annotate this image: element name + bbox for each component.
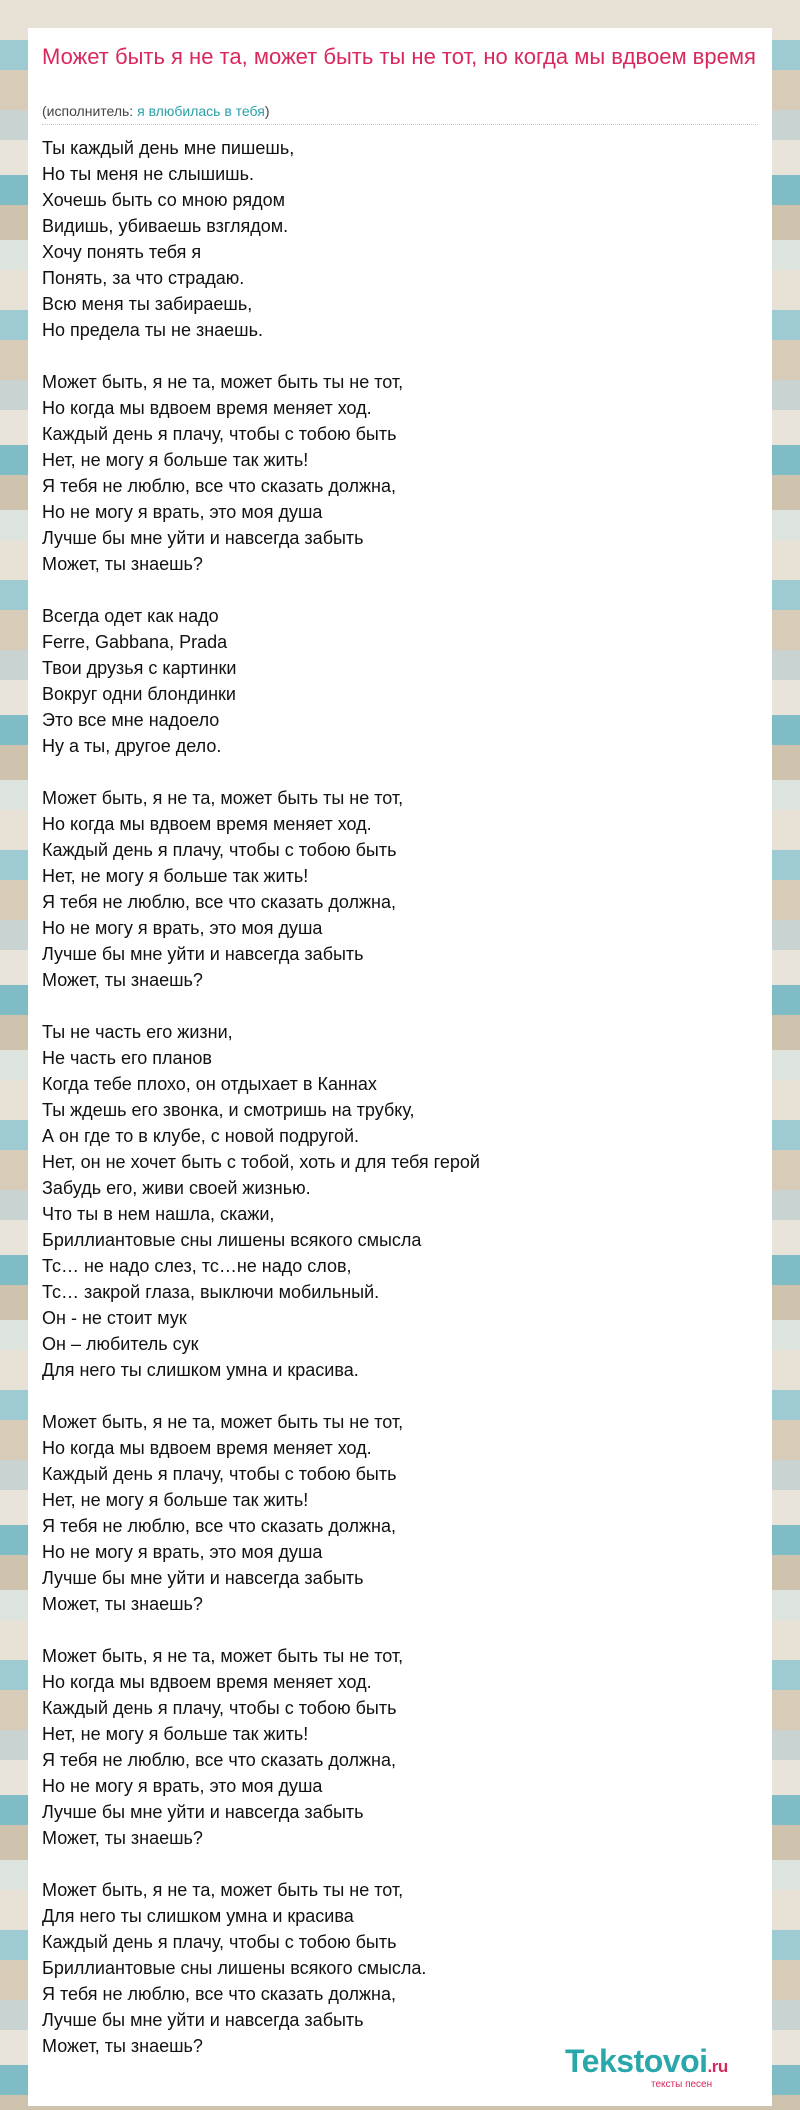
lyrics-body	[42, 135, 758, 2085]
lyric-line: Может быть, я не та, может быть ты не тот,	[42, 788, 404, 808]
lyric-line: Твои друзья с картинки	[42, 658, 237, 678]
lyric-line: Это все мне надоело	[42, 710, 220, 730]
logo-name: Tekstovoi	[565, 2043, 708, 2079]
lyric-line: Для него ты слишком умна и красива	[42, 1906, 354, 1926]
lyric-line: Я тебя не люблю, все что сказать должна,	[42, 1516, 396, 1536]
lyric-line: Я тебя не люблю, все что сказать должна,	[42, 476, 396, 496]
lyric-line: Лучше бы мне уйти и навсегда забыть	[42, 1568, 364, 1588]
lyric-line: Но когда мы вдвоем время меняет ход.	[42, 1438, 372, 1458]
artist-link[interactable]: я влюбилась в тебя	[137, 103, 265, 119]
lyric-line: Он - не стоит мук	[42, 1308, 187, 1328]
lyric-line: Нет, не могу я больше так жить!	[42, 450, 309, 470]
lyric-line: Хочу понять тебя я	[42, 242, 202, 262]
artist-prefix: (исполнитель:	[42, 103, 138, 119]
lyric-line: Хочешь быть со мною рядом	[42, 190, 285, 210]
lyrics-stanza	[42, 369, 758, 577]
lyric-line: Я тебя не люблю, все что сказать должна,	[42, 1750, 396, 1770]
lyrics-stanza	[42, 1019, 758, 1383]
lyric-line: Может, ты знаешь?	[42, 554, 203, 574]
lyrics-stanza	[42, 1877, 758, 2059]
lyric-line: Ты каждый день мне пишешь,	[42, 138, 295, 158]
lyric-line: Но предела ты не знаешь.	[42, 320, 263, 340]
lyric-line: Лучше бы мне уйти и навсегда забыть	[42, 528, 364, 548]
lyric-line: Бриллиантовые сны лишены всякого смысла	[42, 1230, 422, 1250]
lyric-line: Что ты в нем нашла, скажи,	[42, 1204, 275, 1224]
lyric-line: Но не могу я врать, это моя душа	[42, 502, 323, 522]
lyric-line: Каждый день я плачу, чтобы с тобою быть	[42, 840, 397, 860]
lyric-line: Может быть, я не та, может быть ты не тот,	[42, 1646, 404, 1666]
lyric-line: Он – любитель сук	[42, 1334, 199, 1354]
lyric-line: Но когда мы вдвоем время меняет ход.	[42, 814, 372, 834]
artist-line	[42, 102, 270, 120]
lyric-line: Но ты меня не слышишь.	[42, 164, 254, 184]
lyric-line: Может быть, я не та, может быть ты не тот,	[42, 1880, 404, 1900]
lyric-line: Всегда одет как надо	[42, 606, 219, 626]
lyric-line: Ferre, Gabbana, Prada	[42, 632, 228, 652]
lyric-line: Каждый день я плачу, чтобы с тобою быть	[42, 1698, 397, 1718]
lyric-line: Я тебя не люблю, все что сказать должна,	[42, 892, 396, 912]
artist-suffix: )	[264, 103, 270, 119]
lyric-line: Бриллиантовые сны лишены всякого смысла.	[42, 1958, 427, 1978]
lyric-line: Может быть, я не та, может быть ты не тот,	[42, 372, 404, 392]
lyric-line: Лучше бы мне уйти и навсегда забыть	[42, 944, 364, 964]
divider	[42, 124, 758, 125]
lyric-line: Нет, не могу я больше так жить!	[42, 1490, 309, 1510]
lyric-line: Но не могу я врать, это моя душа	[42, 1776, 323, 1796]
lyric-line: Нет, он не хочет быть с тобой, хоть и для тебя герой	[42, 1152, 480, 1172]
lyric-line: Ты ждешь его звонка, и смотришь на трубку,	[42, 1100, 415, 1120]
lyrics-stanza	[42, 1409, 758, 1617]
lyrics-card	[28, 28, 772, 2106]
lyric-line: Может, ты знаешь?	[42, 970, 203, 990]
lyrics-stanza	[42, 135, 758, 343]
lyric-line: Может, ты знаешь?	[42, 1828, 203, 1848]
lyric-line: Ну а ты, другое дело.	[42, 736, 222, 756]
lyric-line: Но не могу я врать, это моя душа	[42, 1542, 323, 1562]
lyric-line: Может, ты знаешь?	[42, 1594, 203, 1614]
lyric-line: Лучше бы мне уйти и навсегда забыть	[42, 1802, 364, 1822]
lyrics-stanza	[42, 1643, 758, 1851]
lyric-line: Забудь его, живи своей жизнью.	[42, 1178, 311, 1198]
lyric-line: Вокруг одни блондинки	[42, 684, 236, 704]
lyric-line: А он где то в клубе, с новой подругой.	[42, 1126, 360, 1146]
lyric-line: Нет, не могу я больше так жить!	[42, 1724, 309, 1744]
lyric-line: Каждый день я плачу, чтобы с тобою быть	[42, 1464, 397, 1484]
lyric-line: Когда тебе плохо, он отдыхает в Каннах	[42, 1074, 377, 1094]
lyric-line: Тс… закрой глаза, выключи мобильный.	[42, 1282, 380, 1302]
lyric-line: Видишь, убиваешь взглядом.	[42, 216, 289, 236]
lyric-line: Может быть, я не та, может быть ты не тот,	[42, 1412, 404, 1432]
lyric-line: Может, ты знаешь?	[42, 2036, 203, 2056]
lyric-line: Каждый день я плачу, чтобы с тобою быть	[42, 424, 397, 444]
lyric-line: Я тебя не люблю, все что сказать должна,	[42, 1984, 396, 2004]
lyric-line: Но когда мы вдвоем время меняет ход.	[42, 1672, 372, 1692]
lyrics-stanza	[42, 785, 758, 993]
lyric-line: Понять, за что страдаю.	[42, 268, 245, 288]
lyric-line: Не часть его планов	[42, 1048, 212, 1068]
logo-tagline: тексты песен	[651, 2079, 713, 2090]
lyric-line: Лучше бы мне уйти и навсегда забыть	[42, 2010, 364, 2030]
lyric-line: Но не могу я врать, это моя душа	[42, 918, 323, 938]
site-logo[interactable]	[565, 2044, 775, 2094]
lyric-line: Всю меня ты забираешь,	[42, 294, 253, 314]
lyric-line: Но когда мы вдвоем время меняет ход.	[42, 398, 372, 418]
lyric-line: Ты не часть его жизни,	[42, 1022, 233, 1042]
song-title: Может быть я не та, может быть ты не тот, но когда мы вдвоем время	[42, 44, 756, 69]
logo-tld: .ru	[707, 2057, 728, 2076]
lyric-line: Нет, не могу я больше так жить!	[42, 866, 309, 886]
lyric-line: Каждый день я плачу, чтобы с тобою быть	[42, 1932, 397, 1952]
lyric-line: Тс… не надо слез, тс…не надо слов,	[42, 1256, 352, 1276]
lyric-line: Для него ты слишком умна и красива.	[42, 1360, 359, 1380]
logo-wordmark	[565, 2044, 728, 2084]
lyrics-stanza	[42, 603, 758, 759]
